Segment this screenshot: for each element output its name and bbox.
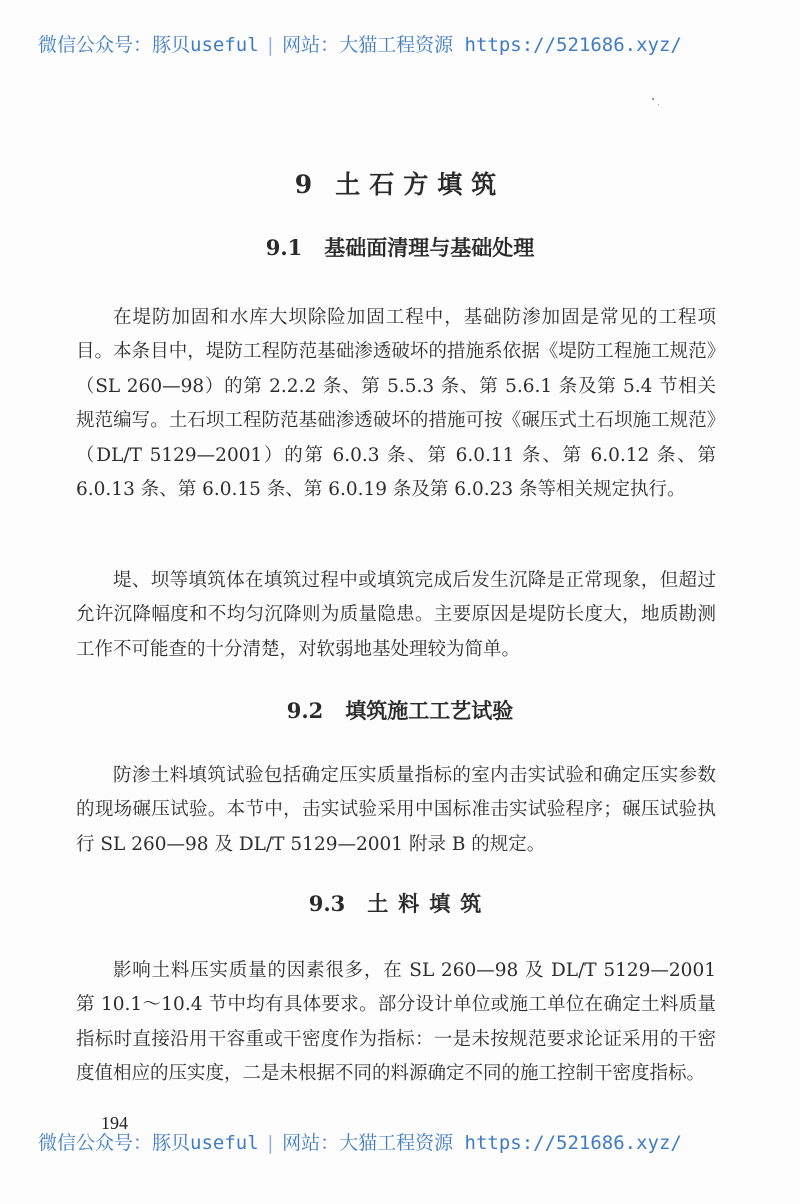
paragraph: 在堤防加固和水库大坝除险加固工程中，基础防渗加固是常见的工程项目。本条目中，堤防工程防范基础渗透破坏的措施系依据《堤防工程施工规范》（SL 260—98）的第 2.2.2 条、第 5.5.3 条、第 5.6.1 条及第 5.4 节相关规范编写。土石坝工程防范基础渗透破坏的措施可按《碾压式土石坝施工规范》（DL/T 5129—2001）的第 6.0.3 条、第 6.0.11 条、第 6.0.12 条、第 6.0.13 条、第 6.0.15 条、第 6.0.19 条及第 6.0.23 条等相关规定执行。 xyxy=(76,306,716,500)
watermark-account: 微信公众号：豚贝useful xyxy=(38,34,259,56)
section-heading-9-3 xyxy=(0,888,800,918)
section-title-text: 土料填筑 xyxy=(367,892,492,916)
watermark-separator: | xyxy=(264,34,277,56)
chapter-number: 9 xyxy=(294,170,322,199)
section-title-text: 填筑施工工艺试验 xyxy=(345,699,514,723)
page-number: 194 xyxy=(101,1113,128,1133)
section-heading-9-2 xyxy=(0,695,800,725)
section-number: 9.2 xyxy=(286,698,324,723)
watermark-site: 网站：大猫工程资源 https://521686.xyz/ xyxy=(282,1132,682,1154)
section-title-text: 基础面清理与基础处理 xyxy=(324,236,535,260)
watermark-separator: | xyxy=(264,1132,277,1154)
section-number: 9.1 xyxy=(265,235,303,260)
watermark-footer xyxy=(38,1128,768,1155)
section-number: 9.3 xyxy=(308,891,346,916)
chapter-title-text: 土石方填筑 xyxy=(335,170,506,199)
watermark-header xyxy=(38,30,768,57)
section-heading-9-1 xyxy=(0,232,800,262)
scan-speck xyxy=(652,98,654,100)
paragraph: 堤、坝等填筑体在填筑过程中或填筑完成后发生沉降是正常现象，但超过允许沉降幅度和不均匀沉降则为质量隐患。主要原因是堤防长度大，地质勘测工作不可能查的十分清楚，对软弱地基处理较为简单。 xyxy=(76,569,716,660)
watermark-account: 微信公众号：豚贝useful xyxy=(38,1132,259,1154)
paragraph: 影响土料压实质量的因素很多，在 SL 260—98 及 DL/T 5129—2001 第 10.1～10.4 节中均有具体要求。部分设计单位或施工单位在确定土料质量指标时直接沿用干容重或干密度作为指标：一是未按规范要求论证采用的干密度值相应的压实度，二是未根据不同的料源确定不同的施工控制干密度指标。 xyxy=(76,959,716,1084)
paragraph: 防渗土料填筑试验包括确定压实质量指标的室内击实试验和确定压实参数的现场碾压试验。本节中，击实试验采用中国标准击实试验程序；碾压试验执行 SL 260—98 及 DL/T 5129—2001 附录 B 的规定。 xyxy=(76,764,716,855)
chapter-title xyxy=(0,165,800,201)
watermark-site: 网站：大猫工程资源 https://521686.xyz/ xyxy=(282,34,682,56)
scan-speck xyxy=(658,104,659,105)
